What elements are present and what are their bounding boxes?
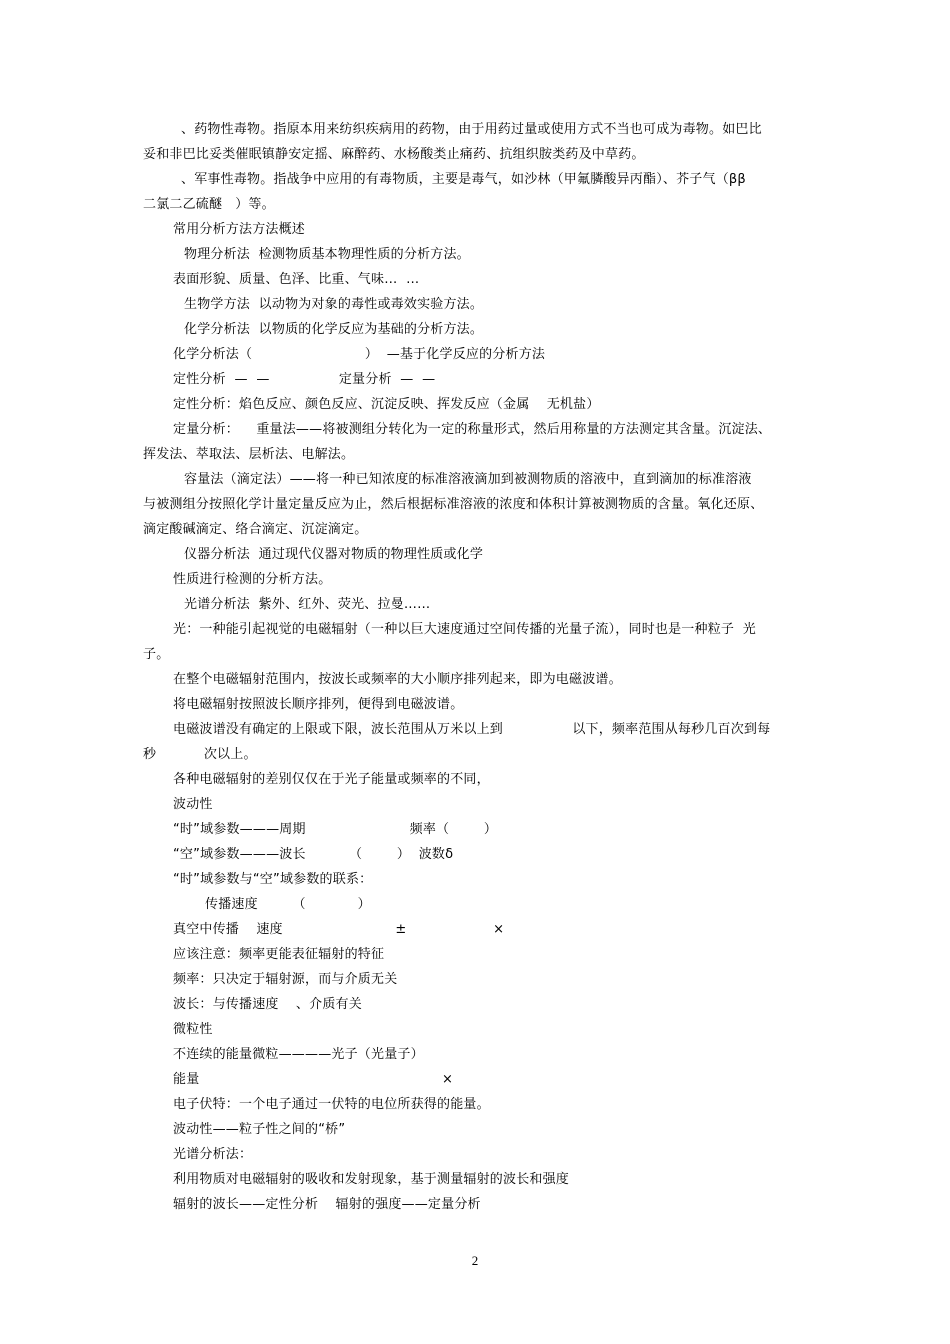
text-line: 频率：只决定于辐射源，而与介质无关 bbox=[173, 972, 398, 987]
text-line: 定性分析 — — 定量分析 — — bbox=[173, 372, 436, 387]
text-line: 能量 × bbox=[173, 1072, 454, 1087]
text-line: 各种电磁辐射的差别仅仅在于光子能量或频率的不同， bbox=[173, 772, 490, 787]
text-line: “时”域参数与“空”域参数的联系： bbox=[173, 872, 373, 887]
section-heading: 常用分析方法方法概述 bbox=[173, 222, 306, 237]
text-line: 真空中传播 速度 ± × bbox=[173, 922, 505, 937]
text-line: 仪器分析法 通过现代仪器对物质的物理性质或化学 bbox=[184, 547, 484, 562]
text-line: “空”域参数———波长 （ ） 波数δ bbox=[173, 847, 454, 862]
text-line: 定性分析：焰色反应、颜色反应、沉淀反映、挥发反应（金属 无机盐） bbox=[173, 397, 600, 412]
text-line: “时”域参数———周期 频率（ ） bbox=[173, 822, 498, 837]
text-line: 传播速度 （ ） bbox=[205, 897, 371, 912]
text-line: 滴定酸碱滴定、络合滴定、沉淀滴定。 bbox=[143, 522, 368, 537]
text-line: 微粒性 bbox=[173, 1022, 213, 1037]
text-line: 与被测组分按照化学计量定量反应为止，然后根据标准溶液的浓度和体积计算被测物质的含量。氧化还原、 bbox=[143, 497, 764, 512]
text-line: 光谱分析法 紫外、红外、荧光、拉曼…… bbox=[184, 597, 431, 612]
text-line: 光谱分析法： bbox=[173, 1147, 253, 1162]
text-line: 在整个电磁辐射范围内，按波长或频率的大小顺序排列起来，即为电磁波谱。 bbox=[173, 672, 622, 687]
text-line: 应该注意：频率更能表征辐射的特征 bbox=[173, 947, 385, 962]
text-line: 辐射的波长——定性分析 辐射的强度——定量分析 bbox=[173, 1197, 481, 1212]
text-line: 电磁波谱没有确定的上限或下限，波长范围从万米以上到 以下，频率范围从每秒几百次到每 bbox=[173, 722, 771, 737]
text-line: 妥和非巴比妥类催眠镇静安定摇、麻醉药、水杨酸类止痛药、抗组织胺类药及中草药。 bbox=[143, 147, 645, 162]
text-line: 波动性 bbox=[173, 797, 213, 812]
text-line: 、军事性毒物。指战争中应用的有毒物质，主要是毒气，如沙林（甲氟膦酸异丙酯）、芥子气（ββ bbox=[181, 172, 746, 187]
text-line: 光：一种能引起视觉的电磁辐射（一种以巨大速度通过空间传播的光量子流），同时也是一种粒子 光 bbox=[173, 622, 756, 637]
text-line: 不连续的能量微粒————光子（光量子） bbox=[173, 1047, 424, 1062]
text-line: 定量分析： 重量法——将被测组分转化为一定的称量形式，然后用称量的方法测定其含量。沉淀法、 bbox=[173, 422, 772, 437]
text-line: 容量法（滴定法）——将一种已知浓度的标准溶液滴加到被测物质的溶液中，直到滴加的标准溶液 bbox=[184, 472, 752, 487]
text-line: 子。 bbox=[143, 647, 170, 662]
text-line: 化学分析法 以物质的化学反应为基础的分析方法。 bbox=[184, 322, 484, 337]
text-line: 生物学方法 以动物为对象的毒性或毒效实验方法。 bbox=[184, 297, 484, 312]
text-line: 将电磁辐射按照波长顺序排列，便得到电磁波谱。 bbox=[173, 697, 464, 712]
text-line: 秒 次以上。 bbox=[143, 747, 257, 762]
text-line: 电子伏特：一个电子通过一伏特的电位所获得的能量。 bbox=[173, 1097, 490, 1112]
text-line: 波长：与传播速度 、介质有关 bbox=[173, 997, 362, 1012]
page-number: 2 bbox=[471, 1253, 479, 1268]
text-line: 、药物性毒物。指原本用来纺织疾病用的药物，由于用药过量或使用方式不当也可成为毒物。如巴比 bbox=[181, 122, 762, 137]
text-line: 二氯二乙硫醚 ）等。 bbox=[143, 197, 275, 212]
text-line: 性质进行检测的分析方法。 bbox=[173, 572, 332, 587]
text-line: 挥发法、萃取法、层析法、电解法。 bbox=[143, 447, 355, 462]
text-line: 化学分析法（ ） —基于化学反应的分析方法 bbox=[173, 347, 546, 362]
text-line: 波动性——粒子性之间的“桥” bbox=[173, 1122, 346, 1137]
text-line: 表面形貌、质量、色泽、比重、气味… … bbox=[173, 272, 420, 287]
text-line: 利用物质对电磁辐射的吸收和发射现象，基于测量辐射的波长和强度 bbox=[173, 1172, 570, 1187]
text-line: 物理分析法 检测物质基本物理性质的分析方法。 bbox=[184, 247, 470, 262]
